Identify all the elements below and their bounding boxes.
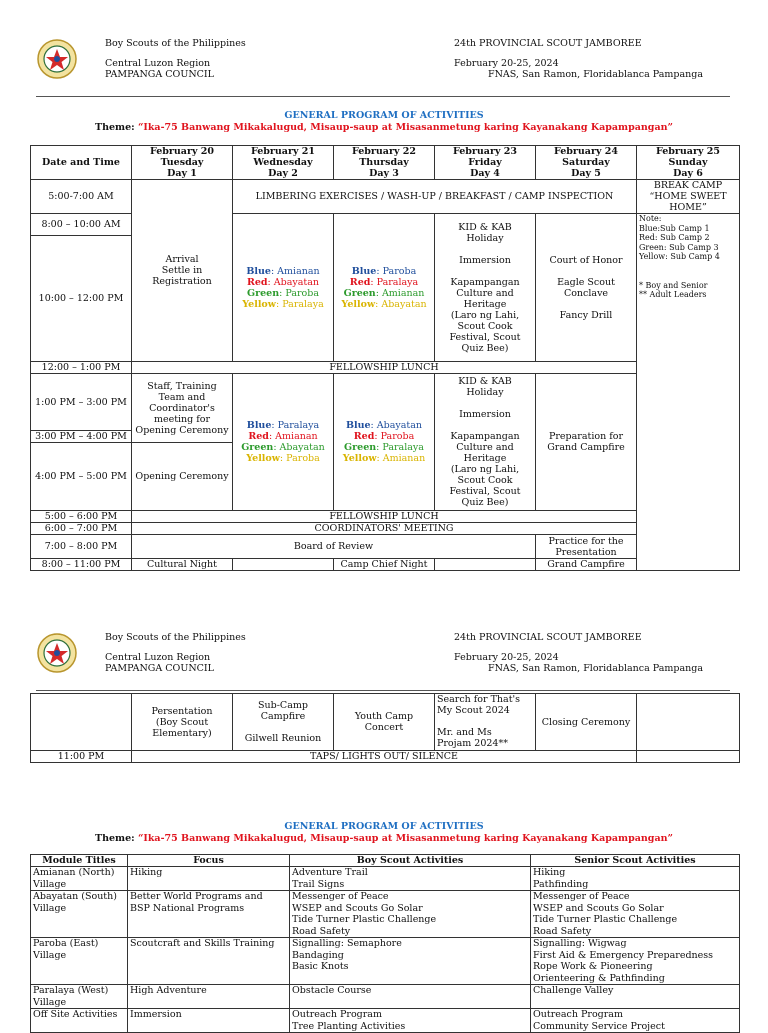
- taps-cell: TAPS/ LIGHTS OUT/ SILENCE: [132, 751, 637, 763]
- day-header: February 24 Saturday Day 5: [536, 146, 637, 180]
- modules-table: [30, 854, 740, 1033]
- time-cell: 5:00 – 6:00 PM: [31, 511, 132, 523]
- module-row: [31, 891, 740, 938]
- module-senior-activities: Challenge Valley: [531, 985, 740, 1009]
- schedule-table: [30, 145, 740, 571]
- subcamp-campfire-cell: Sub-Camp Campfire Gilwell Reunion: [233, 694, 334, 751]
- youth-concert-cell: Youth Camp Concert: [334, 694, 435, 751]
- legend-note: Note: Blue:Sub Camp 1 Red: Sub Camp 2 Green: Sub Camp 3 Yellow: Sub Camp 4 * Boy and Senior ** Adult Leaders: [637, 214, 740, 571]
- module-title: Amianan (North) Village: [31, 867, 128, 891]
- module-focus: Immersion: [128, 1009, 290, 1033]
- event-dates: February 20-25, 2024: [454, 652, 559, 663]
- org-name: Boy Scouts of the Philippines: [105, 38, 246, 49]
- col-date-time: Date and Time: [31, 146, 132, 180]
- empty-cell: [233, 559, 334, 571]
- module-focus: High Adventure: [128, 985, 290, 1009]
- module-boy-activities: Adventure Trail Trail Signs: [290, 867, 531, 891]
- header-divider: [36, 690, 730, 691]
- search-scout-cell: Search for That's My Scout 2024 Mr. and Ms Projam 2024**: [435, 694, 536, 751]
- time-cell: 4:00 PM – 5:00 PM: [31, 443, 132, 511]
- event-venue: FNAS, San Ramon, Floridablanca Pampanga: [488, 69, 704, 80]
- region-name: Central Luzon Region: [105, 652, 211, 663]
- bsp-emblem-icon: [36, 632, 78, 674]
- arrival-cell: Arrival Settle in Registration: [132, 180, 233, 362]
- module-senior-activities: Hiking Pathfinding: [531, 867, 740, 891]
- day-header: February 22 Thursday Day 3: [334, 146, 435, 180]
- staff-meeting-cell: Staff, Training Team and Coordinator's meeting for Opening Ceremony: [132, 374, 233, 443]
- time-cell: 6:00 – 7:00 PM: [31, 523, 132, 535]
- closing-ceremony-cell: Closing Ceremony: [536, 694, 637, 751]
- bsp-emblem-icon: [36, 38, 78, 80]
- page-header: [0, 38, 768, 88]
- event-name: 24th PROVINCIAL SCOUT JAMBOREE: [454, 632, 642, 643]
- day-header: February 21 Wednesday Day 2: [233, 146, 334, 180]
- group-assign-cell: Blue: Paralaya Red: Amianan Green: Abayatan Yellow: Paroba: [233, 374, 334, 511]
- module-focus: Scoutcraft and Skills Training: [128, 938, 290, 985]
- schedule-header-row: [31, 146, 740, 180]
- time-cell: 10:00 – 12:00 PM: [31, 236, 132, 362]
- module-title: Paralaya (West) Village: [31, 985, 128, 1009]
- empty-cell: [637, 694, 740, 751]
- practice-cell: Practice for the Presentation: [536, 535, 637, 559]
- modules-header-row: [31, 855, 740, 867]
- council-name: PAMPANGA COUNCIL: [105, 69, 214, 80]
- time-cell: 12:00 – 1:00 PM: [31, 362, 132, 374]
- org-name: Boy Scouts of the Philippines: [105, 632, 246, 643]
- council-name: PAMPANGA COUNCIL: [105, 663, 214, 674]
- group-assign-cell: Blue: Abayatan Red: Paroba Green: Paralaya Yellow: Amianan: [334, 374, 435, 511]
- limbering-cell: LIMBERING EXERCISES / WASH-UP / BREAKFAST / CAMP INSPECTION: [233, 180, 637, 214]
- module-row: [31, 985, 740, 1009]
- friday-pm-cell: KID & KAB Holiday Immersion Kapampangan Culture and Heritage (Laro ng Lahi, Scout Cook Festival, Scout Quiz Bee): [435, 374, 536, 511]
- module-boy-activities: Outreach Program Tree Planting Activities: [290, 1009, 531, 1033]
- schedule-continued-table: [30, 693, 740, 763]
- friday-am-cell: KID & KAB Holiday Immersion Kapampangan Culture and Heritage (Laro ng Lahi, Scout Cook Festival, Scout Quiz Bee): [435, 214, 536, 362]
- module-title: Off Site Activities: [31, 1009, 128, 1033]
- program-title-2: GENERAL PROGRAM OF ACTIVITIES: [284, 821, 484, 832]
- region-name: Central Luzon Region: [105, 58, 211, 69]
- day-header: February 25 Sunday Day 6: [637, 146, 740, 180]
- camp-chief-night-cell: Camp Chief Night: [334, 559, 435, 571]
- module-senior-activities: Signalling: Wigwag First Aid & Emergency Preparedness Rope Work & Pioneering Orienteering & Pathfinding: [531, 938, 740, 985]
- module-boy-activities: Signalling: Semaphore Bandaging Basic Knots: [290, 938, 531, 985]
- module-focus: Hiking: [128, 867, 290, 891]
- empty-cell: [637, 751, 740, 763]
- module-title: Paroba (East) Village: [31, 938, 128, 985]
- break-camp-cell: BREAK CAMP “HOME SWEET HOME”: [637, 180, 740, 214]
- day-header: February 20 Tuesday Day 1: [132, 146, 233, 180]
- coordinators-meeting-cell: COORDINATORS' MEETING: [132, 523, 637, 535]
- event-name: 24th PROVINCIAL SCOUT JAMBOREE: [454, 38, 642, 49]
- module-row: [31, 938, 740, 985]
- presentation-cell: Persentation (Boy Scout Elementary): [132, 694, 233, 751]
- module-col-header: Boy Scout Activities: [290, 855, 531, 867]
- time-cell: 8:00 – 11:00 PM: [31, 559, 132, 571]
- module-boy-activities: Obstacle Course: [290, 985, 531, 1009]
- empty-cell: [435, 559, 536, 571]
- module-col-header: Focus: [128, 855, 290, 867]
- fellowship-lunch-cell: FELLOWSHIP LUNCH: [132, 511, 637, 523]
- time-cell: 5:00-7:00 AM: [31, 180, 132, 214]
- module-row: [31, 867, 740, 891]
- program-theme: Theme: “Ika-75 Banwang Mikakalugud, Misaup-saup at Misasanmetung karing Kayanakang Kapampangan”: [95, 122, 673, 133]
- time-cell: 3:00 PM – 4:00 PM: [31, 431, 132, 443]
- program-title: GENERAL PROGRAM OF ACTIVITIES: [284, 110, 484, 121]
- event-dates: February 20-25, 2024: [454, 58, 559, 69]
- time-cell: 11:00 PM: [31, 751, 132, 763]
- page-header-2: [0, 632, 768, 682]
- module-senior-activities: Messenger of Peace WSEP and Scouts Go Solar Tide Turner Plastic Challenge Road Safety: [531, 891, 740, 938]
- saturday-pm-cell: Preparation for Grand Campfire: [536, 374, 637, 511]
- cultural-night-cell: Cultural Night: [132, 559, 233, 571]
- event-venue: FNAS, San Ramon, Floridablanca Pampanga: [488, 663, 704, 674]
- module-row: [31, 1009, 740, 1033]
- module-focus: Better World Programs and BSP National Programs: [128, 891, 290, 938]
- time-cell: 1:00 PM – 3:00 PM: [31, 374, 132, 431]
- fellowship-lunch-cell: FELLOWSHIP LUNCH: [132, 362, 637, 374]
- grand-campfire-cell: Grand Campfire: [536, 559, 637, 571]
- module-senior-activities: Outreach Program Community Service Project: [531, 1009, 740, 1033]
- group-assign-cell: Blue: Amianan Red: Abayatan Green: Paroba Yellow: Paralaya: [233, 214, 334, 362]
- day-header: February 23 Friday Day 4: [435, 146, 536, 180]
- module-title: Abayatan (South) Village: [31, 891, 128, 938]
- time-cell: 7:00 – 8:00 PM: [31, 535, 132, 559]
- module-col-header: Module Titles: [31, 855, 128, 867]
- program-theme-2: Theme: “Ika-75 Banwang Mikakalugud, Misaup-saup at Misasanmetung karing Kayanakang Kapampangan”: [95, 833, 673, 844]
- empty-cell: [31, 694, 132, 751]
- opening-ceremony-cell: Opening Ceremony: [132, 443, 233, 511]
- module-boy-activities: Messenger of Peace WSEP and Scouts Go Solar Tide Turner Plastic Challenge Road Safety: [290, 891, 531, 938]
- board-review-cell: Board of Review: [132, 535, 536, 559]
- header-divider: [36, 96, 730, 97]
- group-assign-cell: Blue: Paroba Red: Paralaya Green: Amianan Yellow: Abayatan: [334, 214, 435, 362]
- saturday-am-cell: Court of Honor Eagle Scout Conclave Fancy Drill: [536, 214, 637, 362]
- module-col-header: Senior Scout Activities: [531, 855, 740, 867]
- time-cell: 8:00 – 10:00 AM: [31, 214, 132, 236]
